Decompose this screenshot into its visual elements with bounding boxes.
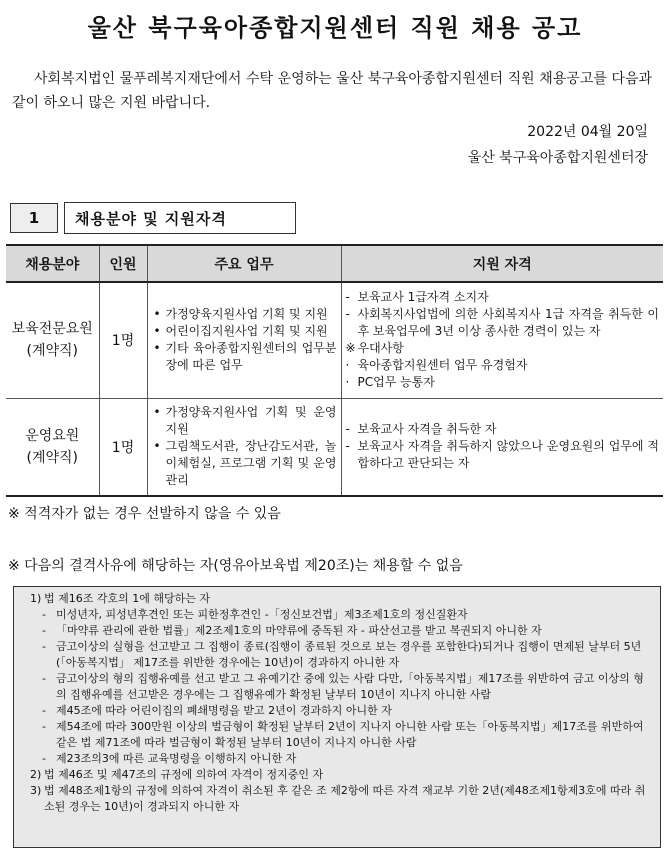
qual-item: - 보육교사 자격을 취득하지 않았으나 운영요원의 업무에 적합하다고 판단되는 자 [345,439,659,471]
duty-item: • 그림책도서관, 장난감도서관, 놀이체험실, 프로그램 기획 및 운영 관리 [153,439,337,488]
count-cell: 1명 [99,398,147,496]
duty-item: • 어린이집지원사업 기획 및 지원 [153,324,328,339]
disqualification-item: - 금고이상의 실형을 선고받고 그 집행이 종료(집행이 종료된 것으로 보는 경우를 포함한다)되거나 집행이 면제된 날부터 5년(「아동복지법」 제17조를 위반한 경우에는 10년)이 경과하지 아니한 자 [42,640,642,669]
announcement-date: 2022년 04월 20일 [527,124,648,140]
table-row [6,398,663,496]
disqualification-item: - 「마약류 관리에 관한 법률」제2조제1호의 마약류에 중독된 자 - 파산선고를 받고 복권되지 아니한 자 [42,624,542,637]
qual-item: · PC업무 능통자 [345,375,435,390]
duty-item: • 가정양육지원사업 기획 및 운영지원 [153,405,337,437]
duties-cell [147,398,341,496]
section-title: 채용분야 및 지원자격 [64,202,296,234]
field-name: 보육전문요원 [11,321,93,338]
table-header-row [6,245,663,282]
recruitment-table [6,244,663,497]
disqualification-item: - 금고이상의 형의 집행유예를 선고 받고 그 유예기간 중에 있는 사람 다만,「아동복지법」제17조를 위반하여 금고 이상의 형의 집행유예를 선고받은 경우에는 그 집행유예가 확정된 날부터 10년이 지나지 아니한 사람 [42,672,644,701]
page-title: 울산 북구육아종합지원센터 직원 채용 공고 [87,14,583,42]
duty-item: • 기타 육아종합지원센터의 업무분장에 따른 업무 [153,341,337,373]
note-no-qualified: ※ 적격자가 없는 경우 선발하지 않을 수 있음 [8,506,281,522]
intro-paragraph: 사회복지법인 물푸레복지재단에서 수탁 운영하는 울산 북구육아종합지원센터 직원 채용공고를 다음과 같이 하오니 많은 지원 바랍니다. [12,71,652,111]
duty-item: • 가정양육지원사업 기획 및 지원 [153,307,328,322]
header-count: 인원 [99,245,147,282]
organization-name: 울산 북구육아종합지원센터장 [467,150,648,166]
disqualification-item: 1) 법 제16조 각호의 1에 해당하는 자 [30,592,210,605]
section-number: 1 [10,203,58,233]
field-cell [6,282,99,398]
field-type: (계약직) [26,343,78,360]
qual-item: · 육아종합지원센터 업무 유경험자 [345,358,528,373]
disqualification-item: - 제45조에 따라 어린이집의 폐쇄명령을 받고 2년이 경과하지 아니한 자 [42,704,392,717]
duties-cell [147,282,341,398]
disqualification-item: - 미성년자, 피성년후견인 또는 피한정후견인 -「정신보건법」제3조제1호의 정신질환자 [42,608,468,621]
disqualification-item: - 제54조에 따라 300만원 이상의 벌금형이 확정된 날부터 2년이 지나지 아니한 사람 또는「아동복지법」제17조를 위반하여 같은 법 제71조에 따라 벌금형이 확정된 날부터 10년이 지나지 아니한 사람 [42,720,644,749]
header-qualifications: 지원 자격 [341,245,663,282]
disqualification-item: - 제23조의3에 따른 교육명령을 이행하지 아니한 자 [42,752,297,765]
table-row [6,282,663,398]
qualifications-cell [341,398,663,496]
field-type: (계약직) [26,449,78,466]
field-cell [6,398,99,496]
qual-item: - 보육교사 1급자격 소지자 [345,290,489,305]
qual-item: - 사회복지사업법에 의한 사회복지사 1급 자격을 취득한 이후 보육업무에 3년 이상 종사한 경력이 있는 자 [345,307,659,339]
header-duties: 주요 업무 [147,245,341,282]
disqualification-item: 3) 법 제48조제1항의 규정에 의하여 자격이 취소된 후 같은 조 제2항에 따른 자격 재교부 기한 2년(제48조제1항제3호에 따라 취소된 경우는 10년)이 경과되지 아니한 자 [30,784,646,813]
count-cell: 1명 [99,282,147,398]
field-name: 운영요원 [25,427,80,444]
qual-item: ※ 우대사항 [345,341,404,356]
disqualification-box [13,586,661,848]
note-disqualification: ※ 다음의 결격사유에 해당하는 자(영유아보육법 제20조)는 채용할 수 없음 [8,558,463,574]
qual-item: - 보육교사 자격을 취득한 자 [345,422,497,437]
header-field: 채용분야 [6,245,99,282]
qualifications-cell [341,282,663,398]
disqualification-item: 2) 법 제46조 및 제47조의 규정에 의하여 자격이 정지중인 자 [30,768,324,781]
